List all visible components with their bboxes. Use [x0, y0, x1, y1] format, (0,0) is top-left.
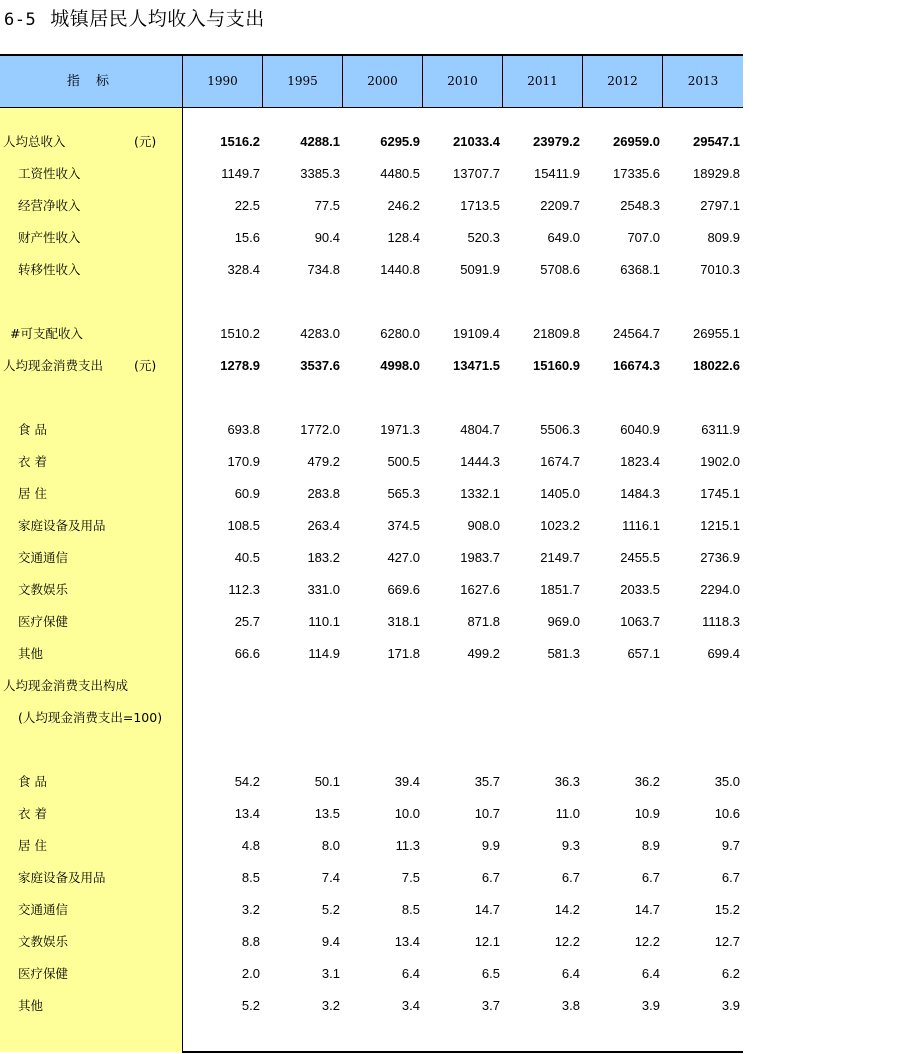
table-cell: 581.3 — [547, 646, 580, 661]
table-cell: 1971.3 — [380, 422, 420, 437]
table-cell: 649.0 — [547, 230, 580, 245]
table-row — [0, 990, 743, 1022]
table-cell: 13471.5 — [453, 358, 500, 373]
table-cell: 500.5 — [387, 454, 420, 469]
table-cell: 1851.7 — [540, 582, 580, 597]
table-cell: 66.6 — [234, 646, 260, 661]
table-cell: 24564.7 — [613, 326, 660, 341]
row-label: 食 品 — [18, 422, 47, 437]
header-indicator: 指 标 — [66, 74, 116, 89]
table-cell: 283.8 — [307, 486, 340, 501]
table-cell: 14.2 — [554, 902, 580, 917]
row-label: 居 住 — [18, 838, 47, 853]
row-label: 衣 着 — [18, 806, 47, 821]
table-cell: 14.7 — [634, 902, 660, 917]
table-cell: 22.5 — [234, 198, 260, 213]
table-cell: 3385.3 — [300, 166, 340, 181]
table-cell: 9.3 — [561, 838, 580, 853]
table-cell: 6.5 — [481, 966, 500, 981]
table-cell: 871.8 — [467, 614, 500, 629]
table-cell: 331.0 — [307, 582, 340, 597]
table-cell: 9.4 — [321, 934, 340, 949]
table-cell: 693.8 — [227, 422, 260, 437]
table-cell: 13.4 — [234, 806, 260, 821]
table-cell: 13.5 — [314, 806, 340, 821]
table-cell: 29547.1 — [693, 134, 740, 149]
table-cell: 26959.0 — [613, 134, 660, 149]
header-year: 1995 — [262, 56, 342, 107]
row-label: 人均现金消费支出 — [3, 358, 104, 373]
row-label: 转移性收入 — [18, 262, 81, 277]
page-title — [4, 4, 265, 31]
table-cell: 2294.0 — [700, 582, 740, 597]
table-row — [0, 414, 743, 446]
table-cell: 128.4 — [387, 230, 420, 245]
table-cell: 318.1 — [387, 614, 420, 629]
table-cell: 10.0 — [394, 806, 420, 821]
table-cell: 170.9 — [227, 454, 260, 469]
table-cell: 6.4 — [401, 966, 420, 981]
table-cell: 40.5 — [234, 550, 260, 565]
table-row — [0, 734, 743, 766]
row-label: #可支配收入 — [10, 326, 83, 341]
table-cell: 520.3 — [467, 230, 500, 245]
table-cell: 3.1 — [321, 966, 340, 981]
table-cell: 1063.7 — [620, 614, 660, 629]
table-cell: 1278.9 — [220, 358, 260, 373]
row-unit: (元) — [134, 358, 157, 373]
table-cell: 14.7 — [474, 902, 500, 917]
table-cell: 12.1 — [474, 934, 500, 949]
table-cell: 1674.7 — [540, 454, 580, 469]
table-cell: 60.9 — [234, 486, 260, 501]
table-cell: 6.7 — [561, 870, 580, 885]
table-row — [0, 510, 743, 542]
table-cell: 77.5 — [314, 198, 340, 213]
table-cell: 4.8 — [241, 838, 260, 853]
table-row — [0, 798, 743, 830]
table-cell: 1444.3 — [460, 454, 500, 469]
table-cell: 2209.7 — [540, 198, 580, 213]
table-row — [0, 958, 743, 990]
table-row — [0, 542, 743, 574]
table-cell: 1405.0 — [540, 486, 580, 501]
table-cell: 110.1 — [308, 614, 340, 629]
table-cell: 2797.1 — [700, 198, 740, 213]
table-cell: 8.5 — [241, 870, 260, 885]
row-label: 交通通信 — [18, 902, 69, 917]
row-label: 人均总收入 — [3, 134, 66, 149]
table-cell: 8.0 — [321, 838, 340, 853]
table-cell: 5.2 — [241, 998, 260, 1013]
table-cell: 427.0 — [387, 550, 420, 565]
row-label: 交通通信 — [18, 550, 69, 565]
table-title-text: 城镇居民人均收入与支出 — [50, 8, 265, 30]
table-cell: 15411.9 — [533, 166, 580, 181]
table-row — [0, 478, 743, 510]
table-cell: 1983.7 — [460, 550, 500, 565]
table-row — [0, 382, 743, 414]
table-cell: 499.2 — [467, 646, 500, 661]
row-label: 文教娱乐 — [18, 582, 69, 597]
table-cell: 12.2 — [634, 934, 660, 949]
table-cell: 15.2 — [714, 902, 740, 917]
row-label: 医疗保健 — [18, 966, 69, 981]
row-label: 居 住 — [18, 486, 47, 501]
header-row — [0, 56, 743, 108]
table-cell: 11.0 — [555, 806, 580, 821]
table-cell: 3537.6 — [300, 358, 340, 373]
table-row — [0, 254, 743, 286]
row-label: 人均现金消费支出构成 — [3, 678, 129, 693]
header-year: 2012 — [582, 56, 662, 107]
table-row — [0, 318, 743, 350]
table-cell: 4998.0 — [380, 358, 420, 373]
table-cell: 12.2 — [554, 934, 580, 949]
table-cell: 6295.9 — [380, 134, 420, 149]
table-cell: 23979.2 — [533, 134, 580, 149]
table-cell: 15.6 — [234, 230, 260, 245]
table-cell: 6.7 — [641, 870, 660, 885]
table-cell: 18022.6 — [693, 358, 740, 373]
table-row — [0, 350, 743, 382]
table-row — [0, 926, 743, 958]
row-unit: (元) — [134, 134, 157, 149]
table-row — [0, 446, 743, 478]
table-cell: 6311.9 — [701, 422, 740, 437]
table-number: 6-5 — [4, 10, 37, 30]
table-cell: 3.9 — [641, 998, 660, 1013]
table-cell: 90.4 — [314, 230, 340, 245]
table-cell: 669.6 — [387, 582, 420, 597]
table-cell: 1116.1 — [622, 518, 660, 533]
table-cell: 9.9 — [481, 838, 500, 853]
bottom-border — [182, 1051, 743, 1053]
table-cell: 6.2 — [721, 966, 740, 981]
table-cell: 809.9 — [707, 230, 740, 245]
table-cell: 5506.3 — [540, 422, 580, 437]
table-row — [0, 222, 743, 254]
header-year: 1990 — [182, 56, 262, 107]
table-cell: 21033.4 — [453, 134, 500, 149]
table-cell: 1902.0 — [700, 454, 740, 469]
header-year: 2013 — [662, 56, 743, 107]
table-cell: 699.4 — [707, 646, 740, 661]
table-cell: 1510.2 — [220, 326, 260, 341]
table-cell: 1149.7 — [221, 166, 260, 181]
table-cell: 657.1 — [627, 646, 660, 661]
table-cell: 1215.1 — [700, 518, 740, 533]
table-cell: 3.7 — [481, 998, 500, 1013]
table-cell: 3.8 — [561, 998, 580, 1013]
table-cell: 9.7 — [721, 838, 740, 853]
table-cell: 6.4 — [561, 966, 580, 981]
table-cell: 21809.8 — [533, 326, 580, 341]
table-cell: 10.6 — [714, 806, 740, 821]
table-cell: 5.2 — [321, 902, 340, 917]
table-cell: 17335.6 — [613, 166, 660, 181]
table-cell: 7.5 — [401, 870, 420, 885]
row-label: 医疗保健 — [18, 614, 69, 629]
table-cell: 6.7 — [721, 870, 740, 885]
table-row — [0, 702, 743, 734]
table-cell: 18929.8 — [693, 166, 740, 181]
table-cell: 36.2 — [634, 774, 660, 789]
table-cell: 1823.4 — [620, 454, 660, 469]
table-row — [0, 638, 743, 670]
table-cell: 171.8 — [387, 646, 420, 661]
table-cell: 183.2 — [307, 550, 340, 565]
table-row — [0, 606, 743, 638]
table-cell: 5091.9 — [460, 262, 500, 277]
table-cell: 15160.9 — [533, 358, 580, 373]
table-row — [0, 670, 743, 702]
table-cell: 35.7 — [474, 774, 500, 789]
row-label: 食 品 — [18, 774, 47, 789]
table-cell: 908.0 — [467, 518, 500, 533]
table-cell: 1713.5 — [460, 198, 500, 213]
table-cell: 969.0 — [547, 614, 580, 629]
row-label: (人均现金消费支出=100) — [18, 710, 163, 725]
table-cell: 19109.4 — [453, 326, 500, 341]
spreadsheet-table — [0, 54, 743, 1052]
header-year: 2000 — [342, 56, 422, 107]
table-cell: 8.9 — [641, 838, 660, 853]
table-body — [0, 126, 743, 1022]
table-cell: 2033.5 — [620, 582, 660, 597]
table-cell: 707.0 — [627, 230, 660, 245]
table-cell: 13707.7 — [453, 166, 500, 181]
table-cell: 1332.1 — [460, 486, 500, 501]
table-cell: 2149.7 — [540, 550, 580, 565]
table-cell: 6280.0 — [380, 326, 420, 341]
table-cell: 8.5 — [401, 902, 420, 917]
table-cell: 25.7 — [234, 614, 260, 629]
table-cell: 1516.2 — [220, 134, 260, 149]
row-label: 财产性收入 — [18, 230, 81, 245]
table-row — [0, 574, 743, 606]
table-cell: 6.4 — [641, 966, 660, 981]
table-row — [0, 126, 743, 158]
table-cell: 734.8 — [307, 262, 340, 277]
table-row — [0, 894, 743, 926]
table-cell: 50.1 — [314, 774, 340, 789]
table-cell: 54.2 — [234, 774, 260, 789]
row-label: 家庭设备及用品 — [18, 870, 106, 885]
row-label: 其他 — [18, 646, 44, 661]
table-cell: 114.9 — [308, 646, 340, 661]
table-cell: 4804.7 — [460, 422, 500, 437]
table-cell: 3.2 — [321, 998, 340, 1013]
table-cell: 7010.3 — [700, 262, 740, 277]
table-cell: 112.3 — [228, 582, 260, 597]
table-row — [0, 158, 743, 190]
table-cell: 3.2 — [241, 902, 260, 917]
table-cell: 1627.6 — [460, 582, 500, 597]
table-cell: 479.2 — [307, 454, 340, 469]
table-cell: 108.5 — [227, 518, 260, 533]
table-cell: 1023.2 — [540, 518, 580, 533]
table-cell: 12.7 — [714, 934, 740, 949]
table-cell: 16674.3 — [613, 358, 660, 373]
table-cell: 565.3 — [387, 486, 420, 501]
table-cell: 246.2 — [387, 198, 420, 213]
table-cell: 2455.5 — [620, 550, 660, 565]
table-cell: 11.3 — [395, 838, 420, 853]
table-cell: 36.3 — [554, 774, 580, 789]
table-cell: 35.0 — [714, 774, 740, 789]
table-cell: 10.7 — [474, 806, 500, 821]
table-row — [0, 190, 743, 222]
table-cell: 1772.0 — [300, 422, 340, 437]
row-label: 经营净收入 — [18, 198, 81, 213]
table-cell: 4288.1 — [300, 134, 340, 149]
table-cell: 7.4 — [321, 870, 340, 885]
table-cell: 5708.6 — [540, 262, 580, 277]
table-cell: 1440.8 — [380, 262, 420, 277]
row-label: 衣 着 — [18, 454, 47, 469]
row-label: 文教娱乐 — [18, 934, 69, 949]
table-row — [0, 830, 743, 862]
table-cell: 39.4 — [394, 774, 420, 789]
table-cell: 1118.3 — [702, 614, 740, 629]
table-cell: 4283.0 — [300, 326, 340, 341]
table-cell: 328.4 — [227, 262, 260, 277]
table-cell: 26955.1 — [693, 326, 740, 341]
table-cell: 4480.5 — [380, 166, 420, 181]
table-cell: 3.4 — [401, 998, 420, 1013]
table-cell: 1484.3 — [620, 486, 660, 501]
table-cell: 1745.1 — [700, 486, 740, 501]
table-cell: 3.9 — [721, 998, 740, 1013]
row-label: 其他 — [18, 998, 44, 1013]
table-cell: 2.0 — [241, 966, 260, 981]
table-cell: 263.4 — [307, 518, 340, 533]
table-cell: 374.5 — [387, 518, 420, 533]
table-cell: 10.9 — [634, 806, 660, 821]
table-cell: 13.4 — [394, 934, 420, 949]
table-cell: 2736.9 — [700, 550, 740, 565]
row-label: 家庭设备及用品 — [18, 518, 106, 533]
row-label: 工资性收入 — [18, 166, 81, 181]
table-cell: 8.8 — [241, 934, 260, 949]
header-year: 2010 — [422, 56, 502, 107]
header-year: 2011 — [502, 56, 582, 107]
table-row — [0, 862, 743, 894]
table-row — [0, 766, 743, 798]
table-cell: 6368.1 — [620, 262, 660, 277]
table-cell: 6.7 — [481, 870, 500, 885]
table-cell: 2548.3 — [620, 198, 660, 213]
table-row — [0, 286, 743, 318]
table-cell: 6040.9 — [620, 422, 660, 437]
